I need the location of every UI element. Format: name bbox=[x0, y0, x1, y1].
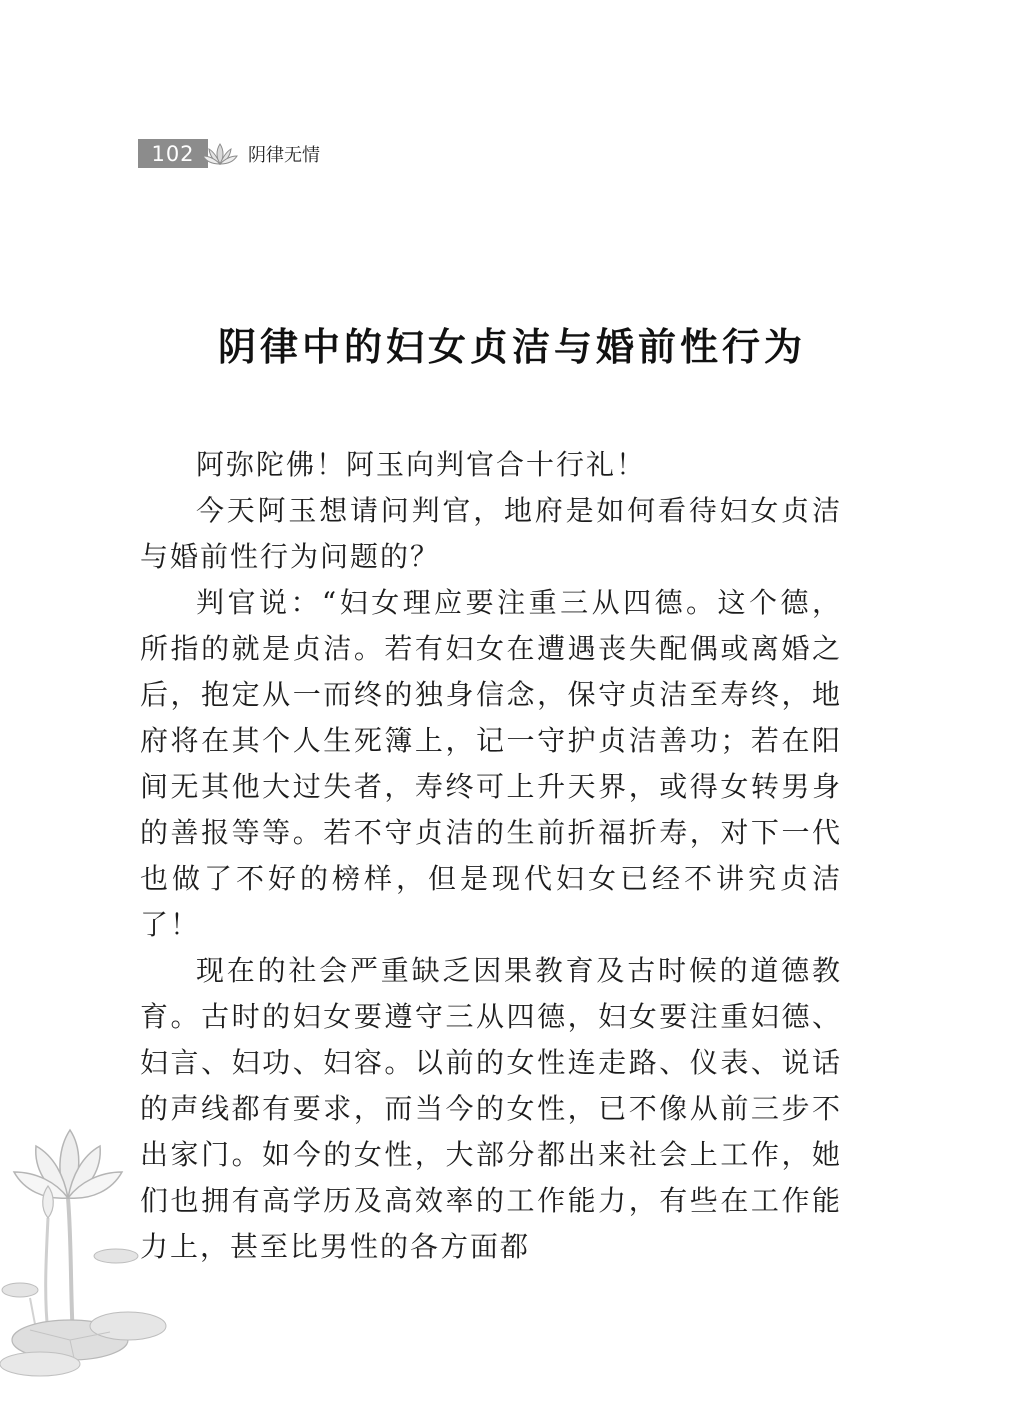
paragraph: 现在的社会严重缺乏因果教育及古时候的道德教育。古时的妇女要遵守三从四德，妇女要注重妇德、妇言、妇功、妇容。以前的女性连走路、仪表、说话的声线都有要求，而当今的女性，已不像从前三步不出家门。如今的女性，大部分都出来社会上工作，她们也拥有高学历及高效率的工作能力，有些在工作能力上，甚至比男性的各方面都 bbox=[140, 954, 842, 1263]
page-number: 102 bbox=[138, 139, 208, 168]
running-title: 阴律无情 bbox=[248, 144, 320, 166]
body-text bbox=[140, 442, 842, 1270]
paragraph: 阿弥陀佛！阿玉向判官合十行礼！ bbox=[196, 448, 647, 481]
lotus-icon bbox=[202, 140, 238, 168]
running-header bbox=[138, 139, 320, 168]
paragraph: 今天阿玉想请问判官，地府是如何看待妇女贞洁与婚前性行为问题的？ bbox=[140, 494, 842, 573]
lotus-illustration bbox=[0, 1128, 170, 1378]
paragraph: 判官说：“妇女理应要注重三从四德。这个德，所指的就是贞洁。若有妇女在遭遇丧失配偶或离婚之后，抱定从一而终的独身信念，保守贞洁至寿终，地府将在其个人生死簿上，记一守护贞洁善功；若在阳间无其他大过失者，寿终可上升天界，或得女转男身的善报等等。若不守贞洁的生前折福折寿，对下一代也做了不好的榜样，但是现代妇女已经不讲究贞洁了！ bbox=[140, 586, 842, 941]
chapter-title: 阴律中的妇女贞洁与婚前性行为 bbox=[217, 324, 806, 369]
